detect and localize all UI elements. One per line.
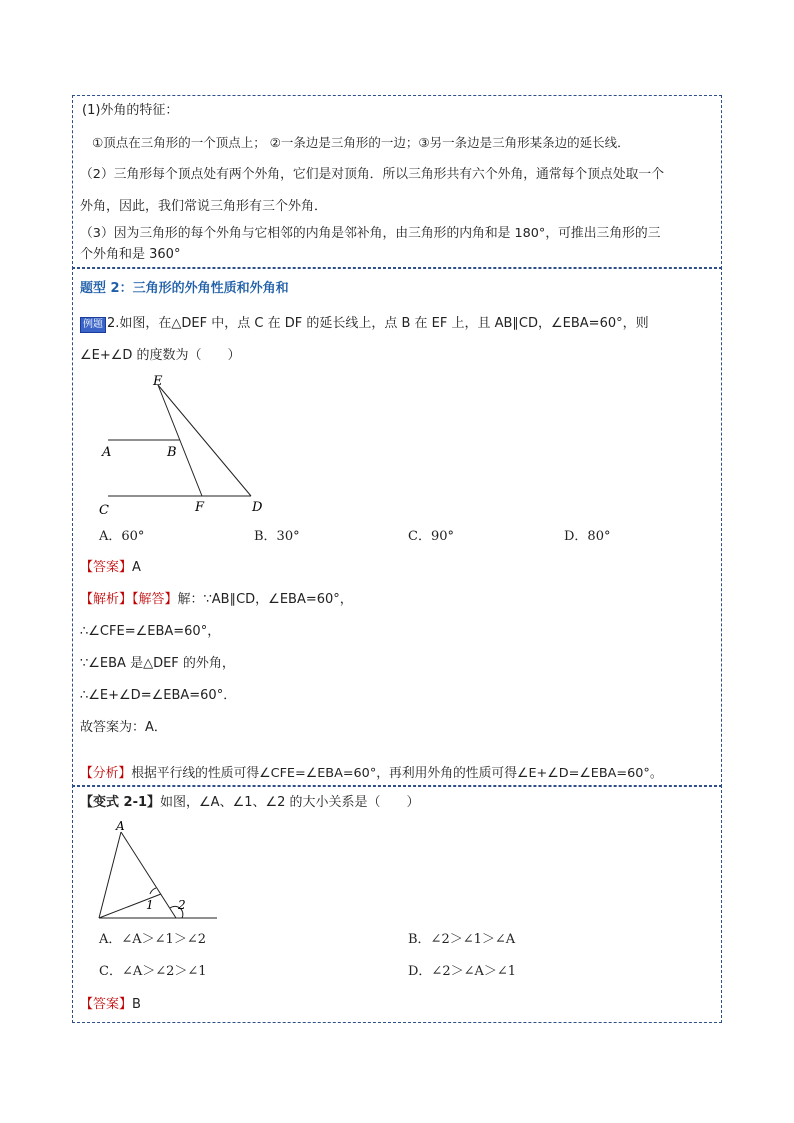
note-line-5: （3）因为三角形的每个外角与它相邻的内角是邻补角，由三角形的内角和是 180°，可推出三角形的三 xyxy=(80,226,661,241)
note-line-2: ①顶点在三角形的一个顶点上； ②一条边是三角形的一边；③另一条边是三角形某条边的延长线． xyxy=(92,135,630,150)
label-angle-2: 2 xyxy=(178,898,186,912)
variant-answer xyxy=(80,997,141,1013)
example-answer xyxy=(80,560,141,576)
example-box xyxy=(72,267,722,787)
label-angle-1: 1 xyxy=(146,898,154,912)
variant-label: 【变式 2-1】 xyxy=(80,795,161,810)
fenxi-label: 【分析】 xyxy=(80,766,132,781)
label-e: E xyxy=(153,374,163,389)
example-figure xyxy=(95,370,285,520)
variant-answer-value: B xyxy=(132,997,141,1012)
angle-1-arc xyxy=(150,888,156,894)
analysis-step-4: 故答案为：A． xyxy=(80,720,167,735)
example-question-line-1 xyxy=(80,316,649,333)
label-f: F xyxy=(195,500,205,515)
example-question-text: 2.如图，在△DEF 中，点 C 在 DF 的延长线上，点 B 在 EF 上，且 AB∥CD，∠EBA=60°，则 xyxy=(107,316,649,331)
section-title: 题型 2：三角形的外角性质和外角和 xyxy=(80,281,289,296)
analysis-text: 解：∵AB∥CD，∠EBA=60°， xyxy=(177,592,353,607)
example-fenxi xyxy=(80,766,663,782)
example-option-a: A．60° xyxy=(99,529,145,544)
note-line-1: (1)外角的特征： xyxy=(82,103,179,118)
variant-option-b: B．∠2＞∠1＞∠A xyxy=(408,932,516,947)
label-vertex-a: A xyxy=(116,819,125,833)
example-question-line-2: ∠E+∠D 的度数为（ ） xyxy=(80,348,241,363)
variant-question-text: 如图，∠A、∠1、∠2 的大小关系是（ ） xyxy=(160,795,420,810)
note-line-4: 外角，因此，我们常说三角形有三个外角． xyxy=(80,199,328,214)
answer-label: 【答案】 xyxy=(80,560,133,575)
example-option-c: C．90° xyxy=(408,529,454,544)
label-d: D xyxy=(252,500,263,515)
variant-question xyxy=(80,795,420,811)
fenxi-text: 根据平行线的性质可得∠CFE=∠EBA=60°，再利用外角的性质可得∠E+∠D=∠EBA=60°。 xyxy=(131,766,663,781)
note-line-3: （2）三角形每个顶点处有两个外角，它们是对顶角．所以三角形共有六个外角，通常每个顶点处取一个 xyxy=(80,167,665,182)
analysis-step-1: ∴∠CFE=∠EBA=60°， xyxy=(80,624,221,639)
variant-option-a: A．∠A＞∠1＞∠2 xyxy=(99,932,206,947)
answer-value: A xyxy=(132,560,141,575)
label-a: A xyxy=(102,445,112,460)
note-line-6: 个外角和是 360° xyxy=(80,247,181,262)
example-option-b: B．30° xyxy=(254,529,300,544)
label-c: C xyxy=(99,503,109,518)
side-a-left xyxy=(99,832,121,918)
example-tag: 例题 xyxy=(80,317,106,333)
analysis-step-3: ∴∠E+∠D=∠EBA=60°． xyxy=(80,688,237,703)
example-analysis xyxy=(80,592,353,608)
example-option-d: D．80° xyxy=(564,529,611,544)
label-b: B xyxy=(167,445,177,460)
variant-figure xyxy=(90,815,230,925)
analysis-step-2: ∵∠EBA 是△DEF 的外角， xyxy=(80,656,235,671)
variant-option-c: C．∠A＞∠2＞∠1 xyxy=(99,964,207,979)
analysis-label: 【解析】【解答】 xyxy=(80,592,178,607)
variant-option-d: D．∠2＞∠A＞∠1 xyxy=(408,964,517,979)
variant-answer-label: 【答案】 xyxy=(80,997,133,1012)
